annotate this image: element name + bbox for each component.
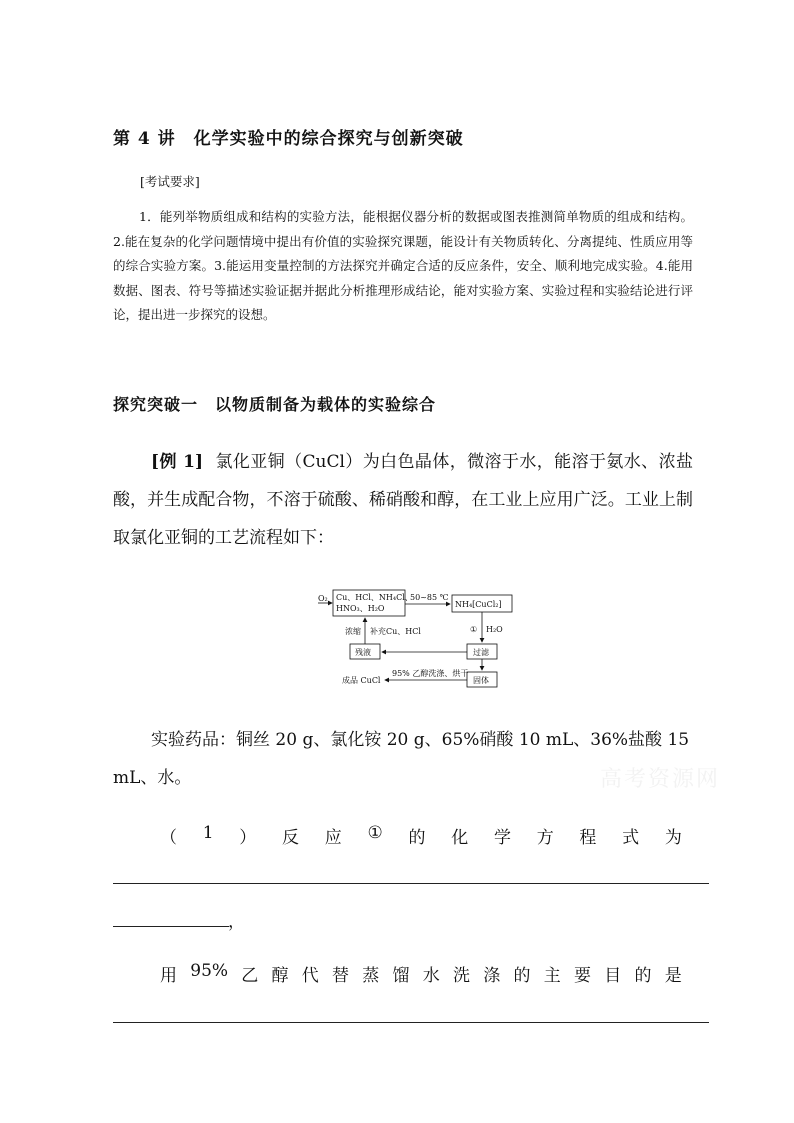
question-char: 是	[664, 966, 682, 986]
process-flowchart	[300, 586, 540, 696]
question-char: 的	[634, 966, 652, 986]
step-mark: ①	[470, 625, 478, 634]
example-text: 氯化亚铜（CuCl）为白色晶体，微溶于水，能溶于氨水、浓盐酸，并生成配合物，不溶于硫酸、稀硝酸和醇，在工业上应用广泛。工业上制取氯化亚铜的工艺流程如下：	[113, 452, 693, 548]
question-2-line	[160, 961, 682, 986]
lecture-title: 第 4 讲 化学实验中的综合探究与创新突破	[113, 129, 464, 149]
question-char: （	[160, 828, 177, 848]
requirements-tag: [考试要求]	[140, 174, 200, 189]
reactants-line2: HNO₃、H₂O	[336, 604, 385, 613]
materials-paragraph: 实验药品：铜丝 20 g、氯化铵 20 g、65%硝酸 10 mL、36%盐酸 15 mL、水。	[113, 730, 690, 788]
requirements-text: 1．能列举物质组成和结构的实验方法，能根据仪器分析的数据或图表推测简单物质的组成和结构。2.能在复杂的化学问题情境中提出有价值的实验探究课题，能设计有关物质转化、分离提纯、性质应用等的综合实验方案。3.能运用变量控制的方法探究并确定合适的反应条件，安全、顺利地完成实验。4.能用数据、图表、符号等描述实验证据并据此分析推理形成结论，能对实验方案、实验过程和实验结论进行评论，提出进一步探究的设想。	[113, 209, 693, 322]
question-char: 方	[536, 828, 554, 848]
question-char: 1	[202, 823, 214, 843]
question-char: ①	[367, 823, 383, 843]
filter-label: 过滤	[473, 648, 489, 657]
wash-label: 95% 乙醇洗涤、烘干	[392, 669, 469, 678]
step-reagent: H₂O	[486, 625, 503, 634]
question-char: 程	[579, 828, 597, 848]
example-label: [例 1]	[151, 452, 204, 472]
question-char: 替	[332, 966, 350, 986]
product-label: NH₄[CuCl₂]	[455, 600, 502, 609]
solid-label: 固体	[473, 676, 489, 685]
question-char: 学	[493, 828, 511, 848]
question-char: 乙	[241, 966, 259, 986]
question-char: 的	[513, 966, 531, 986]
question-char: 馏	[392, 966, 410, 986]
question-char: 主	[543, 966, 561, 986]
watermark: 高考资源网	[600, 767, 721, 792]
question-char: 涤	[483, 966, 501, 986]
final-product: 成品 CuCl	[342, 676, 381, 685]
question-char: 蒸	[362, 966, 380, 986]
reactants-line1: Cu、HCl、NH₄Cl、	[336, 593, 413, 602]
question-char: 洗	[453, 966, 471, 986]
q1-comma: ，	[228, 912, 245, 932]
residue-label: 残液	[355, 648, 371, 657]
question-char: 式	[622, 828, 640, 848]
question-char: 代	[301, 966, 319, 986]
example-paragraph	[113, 443, 693, 557]
question-char: 为	[664, 828, 682, 848]
answer-line-2[interactable]	[113, 926, 229, 927]
answer-line-3[interactable]	[113, 1022, 709, 1023]
input-o2: O₂	[318, 594, 328, 603]
question-char: 化	[451, 828, 469, 848]
question-char: 应	[324, 828, 342, 848]
concentrate-label: 浓缩	[345, 627, 361, 636]
question-char: 用	[160, 966, 177, 986]
question-char: 95%	[190, 961, 229, 981]
answer-line-1[interactable]	[113, 883, 709, 884]
question-char: ）	[239, 828, 257, 848]
question-char: 反	[282, 828, 300, 848]
section-title: 探究突破一 以物质制备为载体的实验综合	[113, 395, 437, 414]
supplement-label: 补充Cu、HCl	[370, 627, 421, 636]
question-char: 要	[574, 966, 592, 986]
question-char: 目	[604, 966, 622, 986]
question-char: 的	[408, 828, 426, 848]
reaction-condition: 50~85 ℃	[410, 593, 449, 602]
question-char: 醇	[271, 966, 289, 986]
question-char: 水	[422, 966, 440, 986]
question-1-line	[160, 823, 682, 848]
